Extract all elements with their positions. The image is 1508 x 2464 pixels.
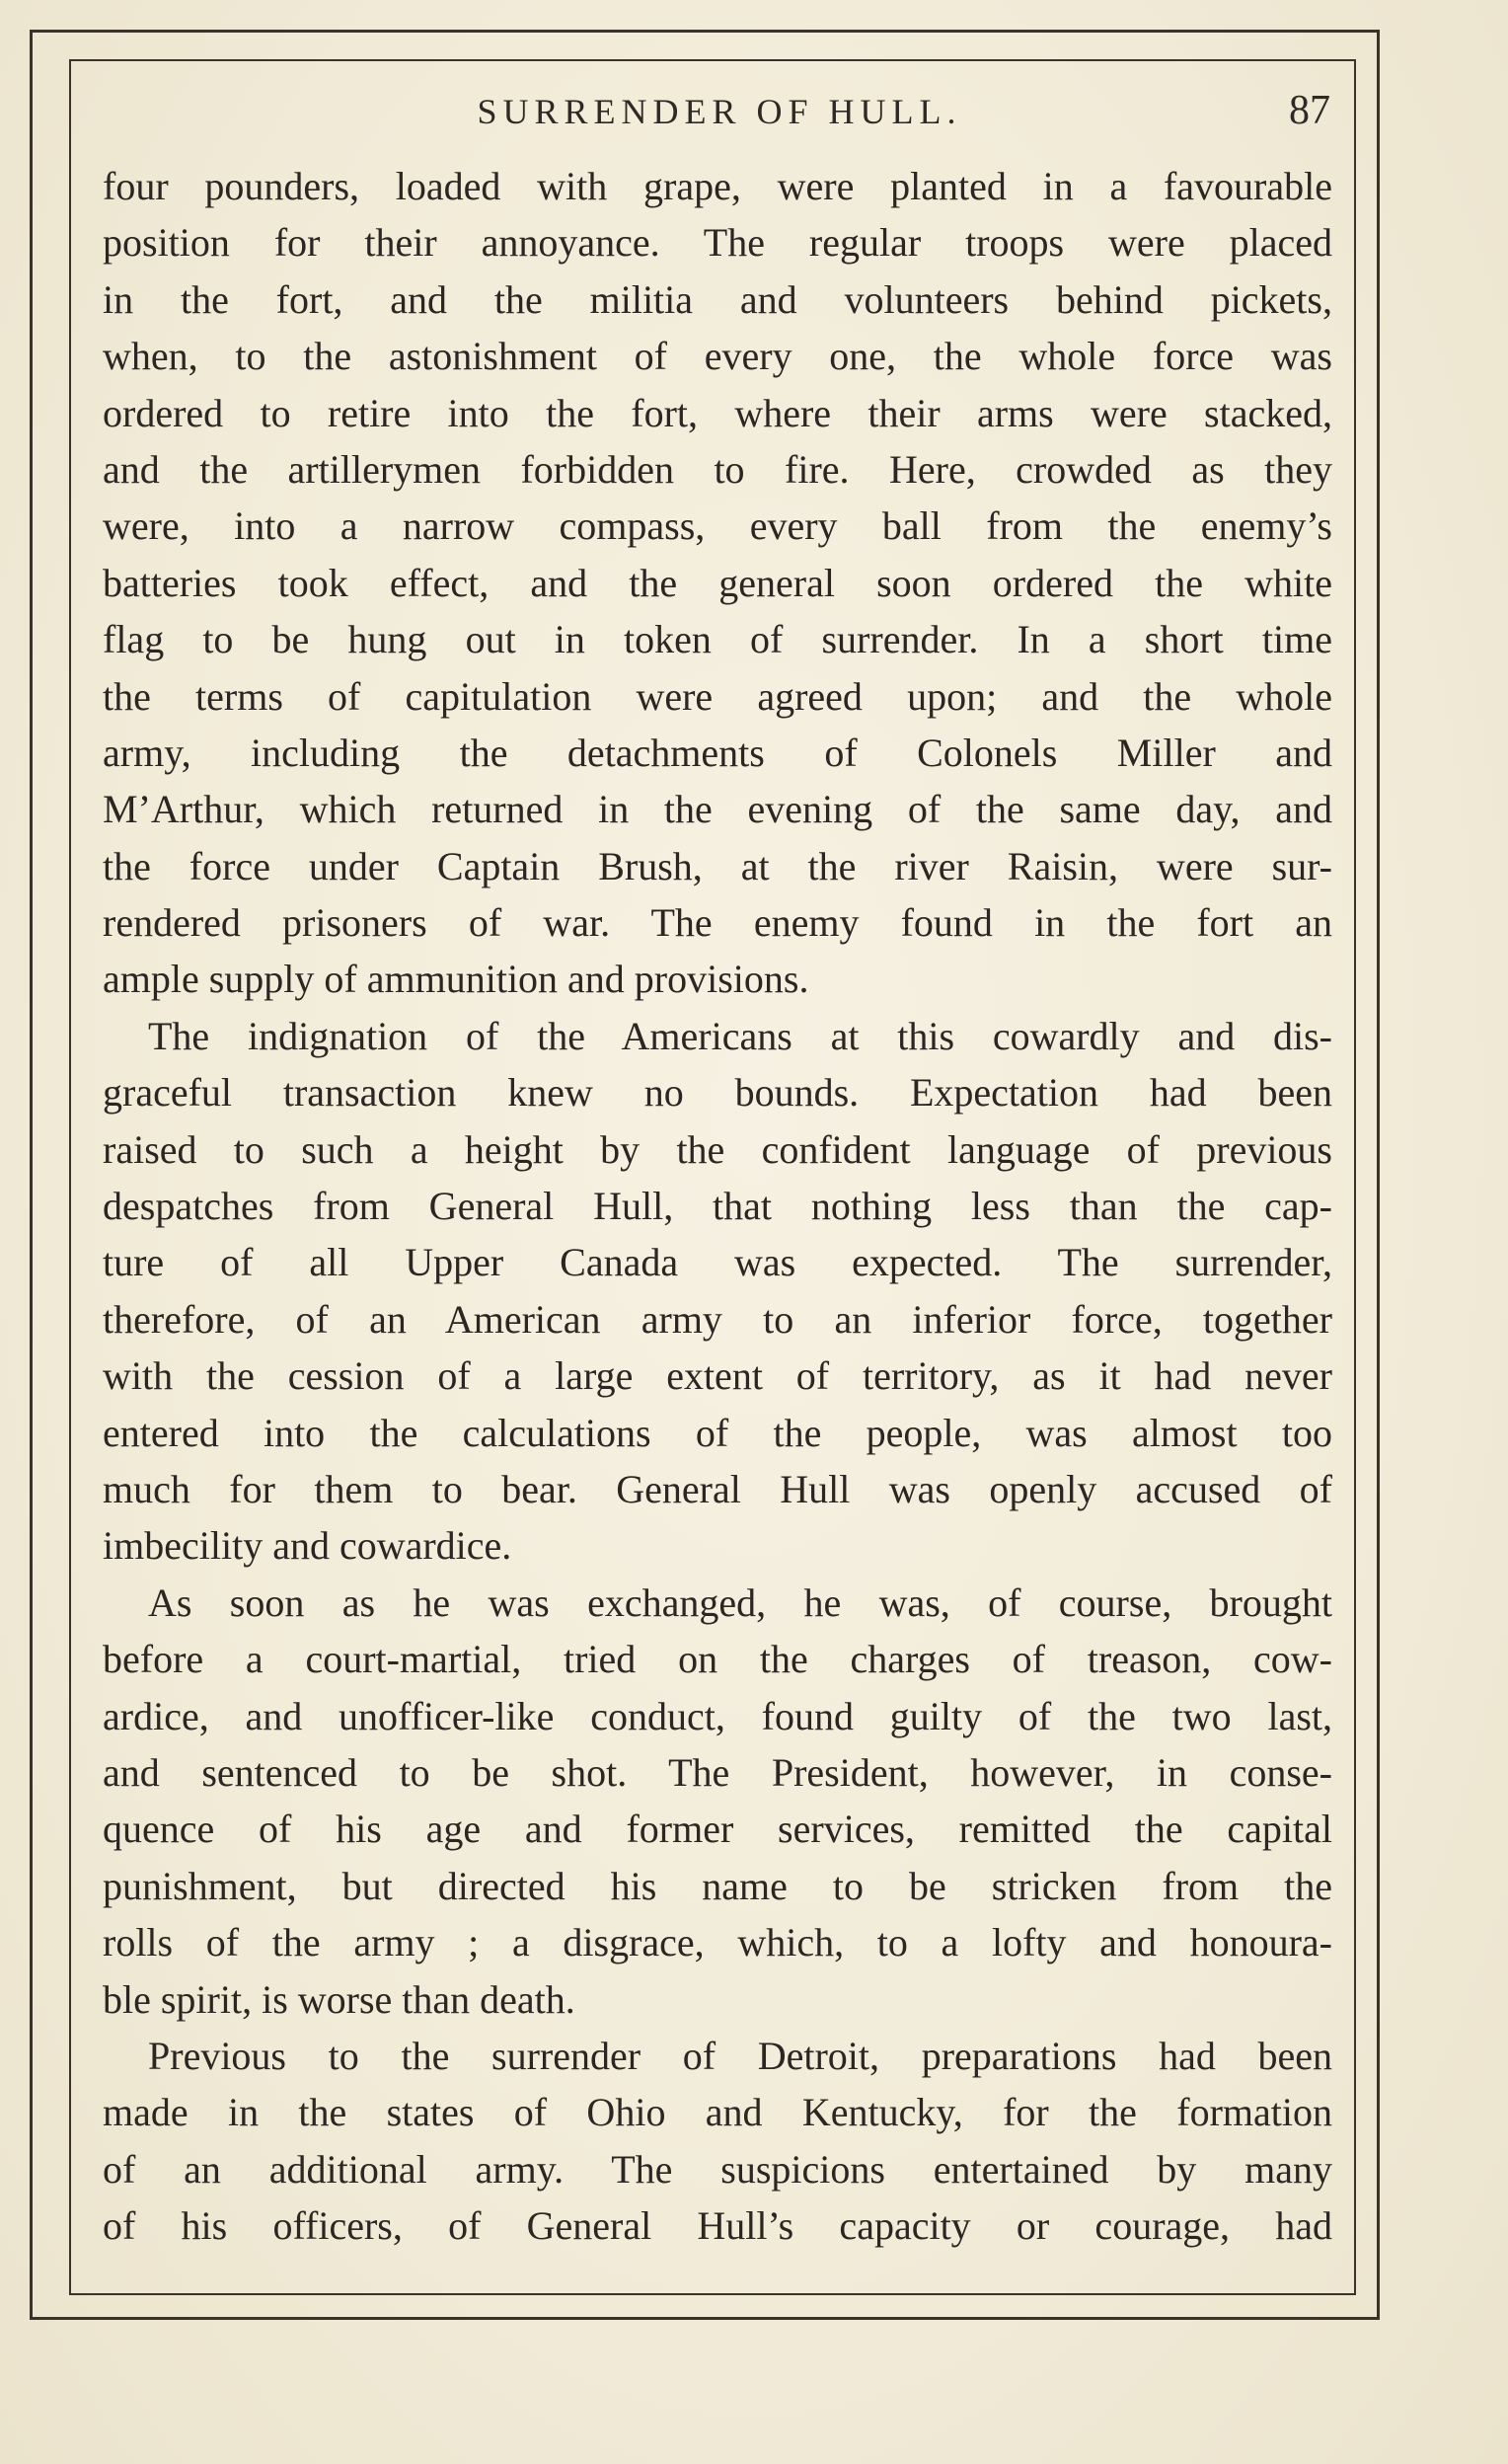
text-line: quence of his age and former services, remitted the capital (103, 1807, 1332, 1852)
text-line: despatches from General Hull, that nothing less than the cap- (103, 1184, 1332, 1229)
running-title: SURRENDER OF HULL. (477, 92, 962, 131)
text-line: army, including the detachments of Colonels Miller and (103, 730, 1332, 775)
text-line: The indignation of the Americans at this cowardly and dis- (148, 1013, 1332, 1058)
text-line: and the artillerymen forbidden to fire. Here, crowded as they (103, 446, 1332, 492)
text-line: M’Arthur, which returned in the evening of the same day, and (103, 787, 1332, 832)
text-line: ture of all Upper Canada was expected. The surrender, (103, 1240, 1332, 1285)
text-line: ordered to retire into the fort, where their arms were stacked, (103, 390, 1332, 435)
text-line: punishment, but directed his name to be stricken from the (103, 1863, 1332, 1908)
running-head (99, 87, 1340, 134)
text-line: flag to be hung out in token of surrender. In a short time (103, 617, 1332, 662)
text-line: made in the states of Ohio and Kentucky, for the formation (103, 2090, 1332, 2135)
text-line: ble spirit, is worse than death. (103, 1976, 575, 2022)
text-line: the terms of capitulation were agreed upon; and the whole (103, 673, 1332, 719)
text-line: in the fort, and the militia and volunteers behind pickets, (103, 276, 1332, 322)
body-text (103, 158, 1332, 2254)
text-line: entered into the calculations of the people, was almost too (103, 1410, 1332, 1455)
text-line: four pounders, loaded with grape, were planted in a favourable (103, 164, 1332, 208)
text-line: raised to such a height by the confident language of previous (103, 1126, 1332, 1172)
text-line: the force under Captain Brush, at the river Raisin, were sur- (103, 843, 1332, 888)
text-line: were, into a narrow compass, every ball from the enemy’s (103, 503, 1332, 549)
text-line: before a court-martial, tried on the charges of treason, cow- (103, 1637, 1332, 1682)
text-line: As soon as he was exchanged, he was, of course, brought (148, 1579, 1332, 1625)
text-line: of his officers, of General Hull’s capacity or courage, had (103, 2203, 1332, 2249)
text-line: batteries took effect, and the general soon ordered the white (103, 560, 1332, 605)
text-line: therefore, of an American army to an inferior force, together (103, 1296, 1332, 1342)
text-line: Previous to the surrender of Detroit, preparations had been (148, 2033, 1332, 2078)
text-line: imbecility and cowardice. (103, 1523, 512, 1569)
text-line: graceful transaction knew no bounds. Expectation had been (103, 1070, 1332, 1116)
text-line: rendered prisoners of war. The enemy found in the fort an (103, 900, 1332, 946)
text-line: and sentenced to be shot. The President, however, in conse- (103, 1749, 1332, 1795)
text-line: with the cession of a large extent of territory, as it had never (103, 1353, 1332, 1399)
text-line: rolls of the army ; a disgrace, which, to a lofty and honoura- (103, 1920, 1332, 1965)
text-line: ardice, and unofficer-like conduct, found guilty of the two last, (103, 1693, 1332, 1738)
text-line: when, to the astonishment of every one, the whole force was (103, 334, 1332, 379)
page-number: 87 (1289, 88, 1330, 133)
text-line: of an additional army. The suspicions entertained by many (103, 2146, 1332, 2192)
text-line: position for their annoyance. The regular troops were placed (103, 220, 1332, 266)
text-line: ample supply of ammunition and provisions. (103, 957, 809, 1002)
text-line: much for them to bear. General Hull was openly accused of (103, 1466, 1332, 1511)
